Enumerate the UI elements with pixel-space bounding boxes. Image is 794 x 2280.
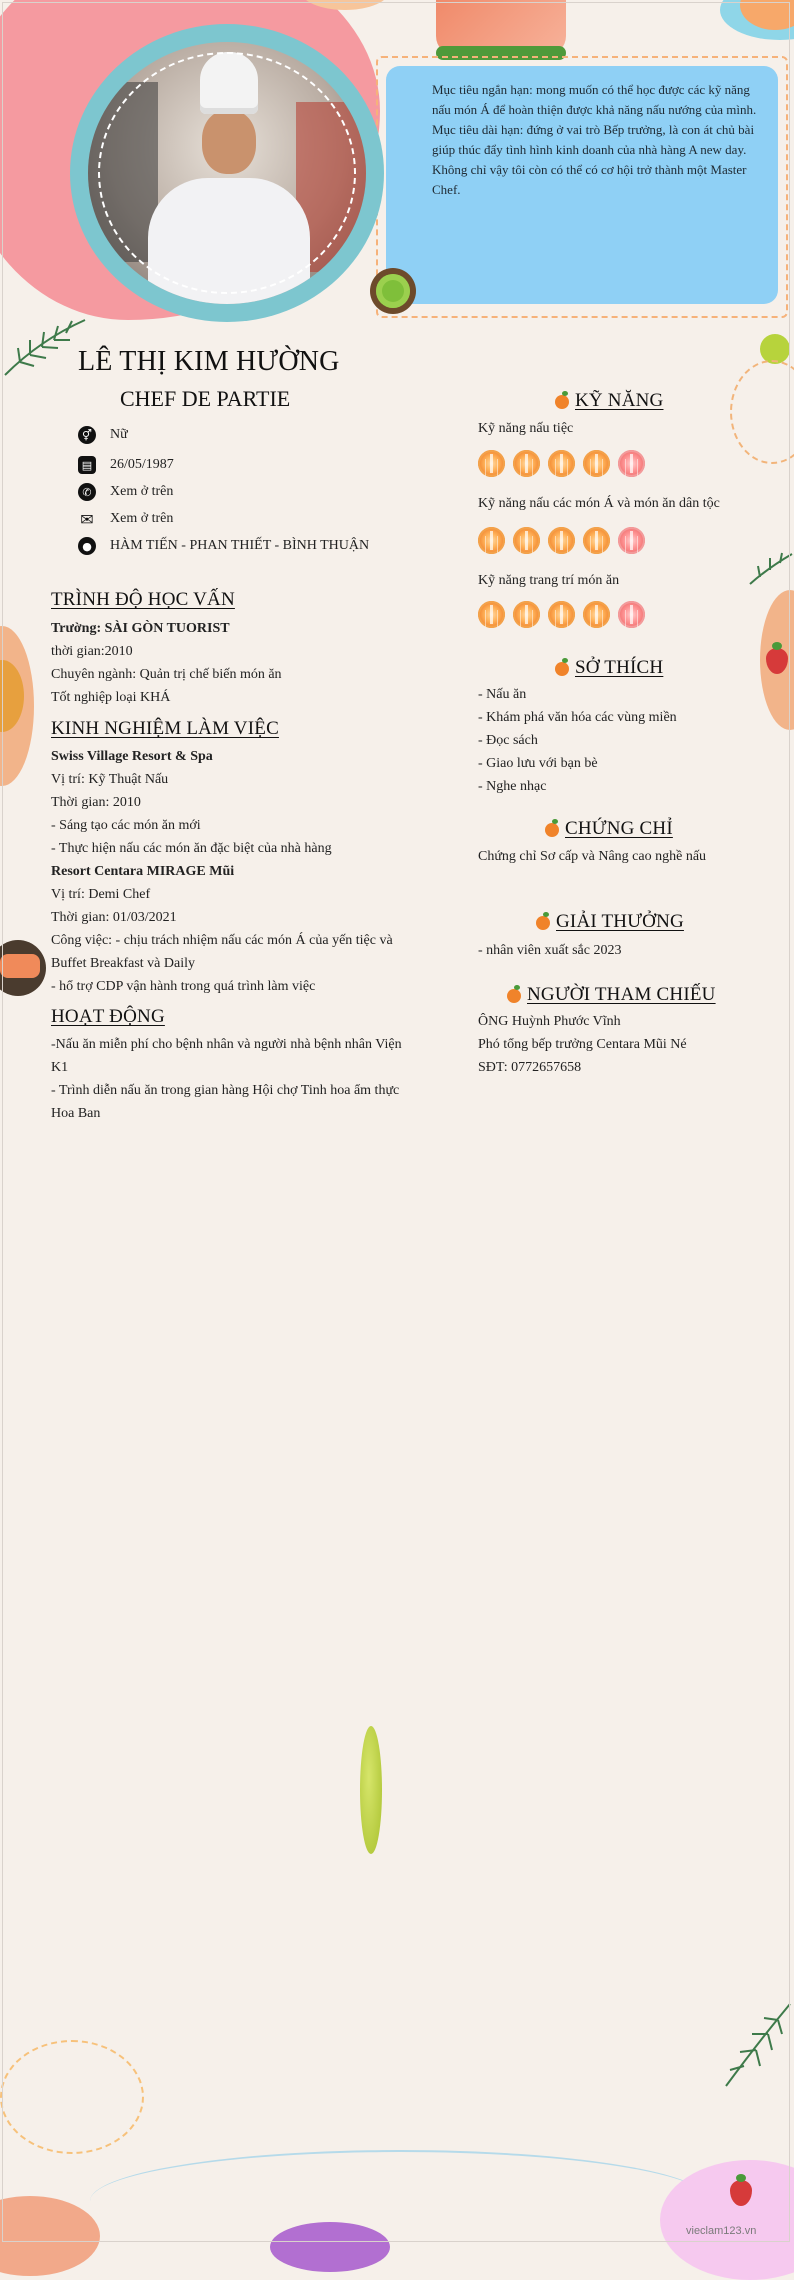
skill-label: Kỹ năng nấu tiệc — [478, 421, 574, 436]
job-position: Vị trí: Kỹ Thuật Nấu — [51, 772, 169, 787]
hobby-item: - Giao lưu với bạn bè — [478, 756, 598, 771]
orange-rating-icon — [548, 450, 575, 477]
orange-rating-icon — [478, 601, 505, 628]
orange-rating-icon — [513, 450, 540, 477]
orange-rating-icon — [513, 527, 540, 554]
location-pin-icon: ● — [78, 537, 96, 555]
hobby-item: - Đọc sách — [478, 733, 538, 748]
award-item: - nhân viên xuất sắc 2023 — [478, 943, 622, 958]
contact-phone: ✆ Xem ở trên — [78, 482, 173, 502]
hobby-item: - Khám phá văn hóa các vùng miền — [478, 710, 677, 725]
orange-icon — [507, 989, 521, 1003]
reference-title: Phó tổng bếp trưởng Centara Mũi Né — [478, 1037, 687, 1052]
avatar — [88, 42, 366, 304]
palm-leaf-image — [0, 310, 90, 380]
skills-heading: KỸ NĂNG — [555, 390, 663, 412]
gender-icon: ⚥ — [78, 426, 96, 444]
orange-rating-icon — [513, 601, 540, 628]
references-heading: NGƯỜI THAM CHIẾU — [507, 984, 716, 1006]
activities-heading: HOẠT ĐỘNG — [51, 1006, 165, 1027]
contact-address: ● HÀM TIẾN - PHAN THIẾT - BÌNH THUẬN — [78, 536, 369, 556]
contact-email: ✉ Xem ở trên — [78, 509, 173, 529]
contact-gender: ⚥ Nữ — [78, 425, 128, 445]
activity-item: -Nấu ăn miễn phí cho bệnh nhân và người nhà bệnh nhân Viện K1 — [51, 1037, 402, 1075]
decor-pink-blob — [660, 2160, 794, 2280]
orange-rating-icon — [548, 527, 575, 554]
decor-wave-lines — [90, 2150, 710, 2252]
orange-rating-icon — [583, 450, 610, 477]
job-company: Swiss Village Resort & Spa — [51, 749, 213, 764]
job-duty: - hổ trợ CDP vận hành trong quá trình làm việc — [51, 979, 316, 994]
certificates-heading: CHỨNG CHỈ — [545, 818, 673, 840]
hobbies-heading: SỞ THÍCH — [555, 657, 663, 679]
education-school: Trường: SÀI GÒN TUORIST — [51, 621, 230, 636]
orange-rating-icon — [548, 601, 575, 628]
candidate-role: CHEF DE PARTIE — [120, 386, 291, 411]
activity-item: - Trình diễn nấu ăn trong gian hàng Hội chợ Tinh hoa ẩm thực Hoa Ban — [51, 1083, 400, 1121]
decor-peach-blob — [0, 2196, 100, 2276]
experience-heading: KINH NGHIỆM LÀM VIỆC — [51, 718, 279, 739]
grapefruit-rating-icon — [618, 601, 645, 628]
decor-green-drop — [360, 1726, 382, 1854]
palm-leaf-image — [748, 548, 794, 588]
decor-dashed-arc — [0, 2040, 144, 2154]
awards-heading: GIẢI THƯỞNG — [536, 911, 684, 933]
profile-photo-frame — [70, 24, 384, 322]
reference-phone: SĐT: 0772657658 — [478, 1060, 582, 1075]
orange-rating-icon — [583, 527, 610, 554]
orange-icon — [555, 395, 569, 409]
candidate-name: LÊ THỊ KIM HƯỜNG — [78, 346, 340, 377]
education-time: thời gian:2010 — [51, 644, 133, 659]
salmon-plate-image — [0, 940, 46, 996]
decor-dashed-circle — [730, 360, 794, 464]
skill-label: Kỹ năng nấu các món Á và món ăn dân tộc — [478, 496, 720, 511]
job-duty: Công việc: - chịu trách nhiệm nấu các món Á của yến tiệc và Buffet Breakfast và Daily — [51, 933, 393, 971]
objective-text: Mục tiêu ngắn hạn: mong muốn có thể học được các kỹ năng nấu món Á để hoàn thiện được khả năng nấu nướng của mình. Mục tiêu dài hạn: đứng ở vai trò Bếp trưởng, là con át chủ bài giúp thúc đẩy tình hình kinh doanh của nhà hàng A new day. Không chỉ vậy tôi còn có thể có cơ hội trở thành một Master Chef. — [432, 82, 757, 197]
phone-icon: ✆ — [78, 483, 96, 501]
education-major: Chuyên ngành: Quản trị chế biến món ăn — [51, 667, 282, 682]
orange-icon — [545, 823, 559, 837]
job-duty: - Sáng tạo các món ăn mới — [51, 818, 201, 833]
job-position: Vị trí: Demi Chef — [51, 887, 151, 902]
watermark: vieclam123.vn — [686, 2225, 757, 2237]
job-time: Thời gian: 01/03/2021 — [51, 910, 177, 925]
skill-rating — [478, 450, 645, 477]
decor-purple-blob — [270, 2222, 390, 2272]
contact-birthday: ▤ 26/05/1987 — [78, 455, 174, 475]
orange-rating-icon — [478, 450, 505, 477]
skill-rating — [478, 527, 645, 554]
job-company: Resort Centara MIRAGE Mũi — [51, 864, 235, 879]
orange-icon — [536, 916, 550, 930]
salmon-dish-image — [436, 0, 566, 56]
grapefruit-rating-icon — [618, 450, 645, 477]
hobby-item: - Nấu ăn — [478, 687, 527, 702]
skill-label: Kỹ năng trang trí món ăn — [478, 573, 620, 588]
mail-icon: ✉ — [80, 509, 94, 529]
grapefruit-rating-icon — [618, 527, 645, 554]
education-grade: Tốt nghiệp loại KHÁ — [51, 690, 171, 705]
palm-leaf-image — [720, 2000, 794, 2090]
certificate-item: Chứng chỉ Sơ cấp và Nâng cao nghề nấu — [478, 849, 707, 864]
job-time: Thời gian: 2010 — [51, 795, 141, 810]
education-heading: TRÌNH ĐỘ HỌC VẤN — [51, 589, 235, 610]
orange-rating-icon — [583, 601, 610, 628]
skill-rating — [478, 601, 645, 628]
orange-icon — [555, 662, 569, 676]
orange-rating-icon — [478, 527, 505, 554]
reference-name: ÔNG Huỳnh Phước Vĩnh — [478, 1014, 621, 1029]
hobby-item: - Nghe nhạc — [478, 779, 547, 794]
calendar-icon: ▤ — [78, 456, 96, 474]
job-duty: - Thực hiện nấu các món ăn đặc biệt của nhà hàng — [51, 841, 332, 856]
